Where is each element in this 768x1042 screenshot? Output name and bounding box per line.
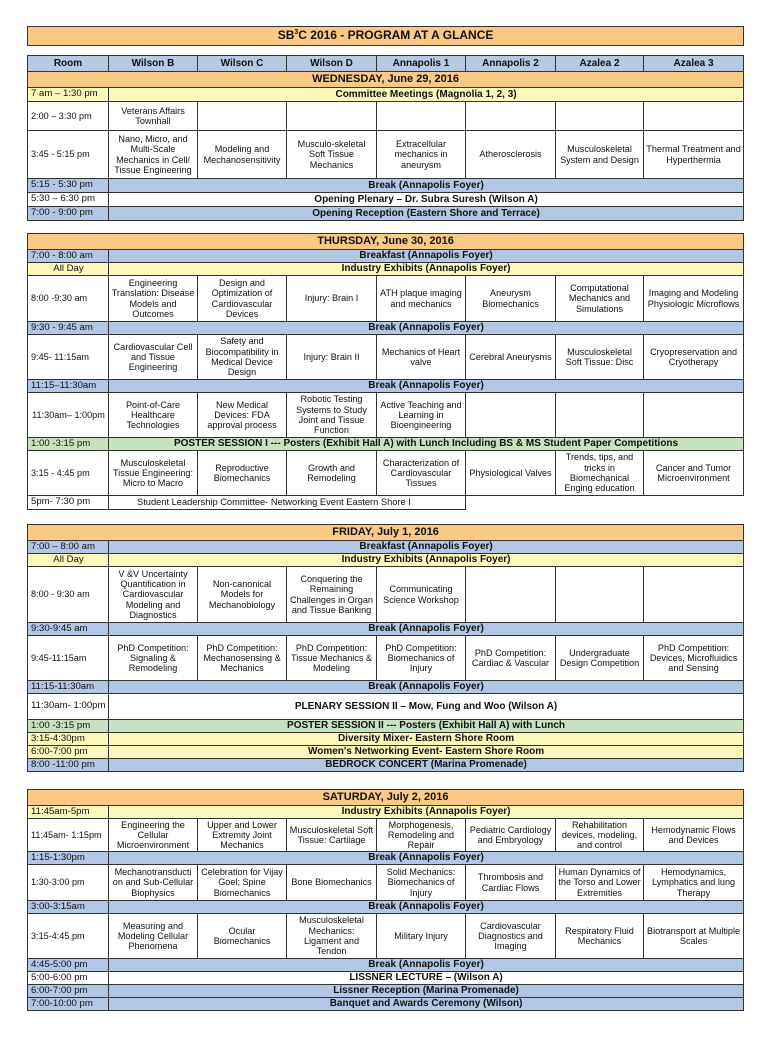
session-cell: New Medical Devices: FDA approval process [198, 393, 287, 438]
time-cell: 8:00 -11:00 pm [28, 759, 109, 772]
event-cell: Break (Annapolis Foyer) [109, 852, 744, 865]
event-cell: Break (Annapolis Foyer) [109, 179, 744, 193]
session-cell: Mechanotransducti on and Sub-Cellular Biophysics [109, 865, 198, 901]
time-cell: 1:30-3:00 pm [28, 865, 109, 901]
session-cell: Celebration for Vijay Goel; Spine Biomechanics [198, 865, 287, 901]
time-cell: 1:15-1:30pm [28, 852, 109, 865]
event-cell: POSTER SESSION II --- Posters (Exhibit Hall A) with Lunch [109, 720, 744, 733]
event-cell: Breakfast (Annapolis Foyer) [109, 541, 744, 554]
session-cell: Imaging and Modeling Physiologic Microflows [644, 276, 744, 322]
time-cell: 1:00 -3:15 pm [28, 438, 109, 451]
session-cell: Veterans Affairs Townhall [109, 102, 198, 131]
session-cell: Cancer and Tumor Microenvironment [644, 451, 744, 496]
session-cell: PhD Competition: Signaling & Remodeling [109, 636, 198, 681]
event-cell: Breakfast (Annapolis Foyer) [109, 250, 744, 263]
schedule-row [28, 88, 744, 102]
time-cell: 8:00 - 9:30 am [28, 567, 109, 623]
session-cell: Engineering Translation: Disease Models and Outcomes [109, 276, 198, 322]
schedule-row [28, 102, 744, 131]
day-header [28, 525, 744, 541]
schedule-row [28, 694, 744, 720]
session-cell: Musculoskeletal System and Design [556, 131, 644, 179]
time-cell: 7:00 - 8:00 am [28, 250, 109, 263]
session-cell: Musculo-skeletal Soft Tissue Mechanics [287, 131, 377, 179]
column-header: Wilson C [198, 56, 287, 72]
time-cell: 3:15-4:45 pm [28, 914, 109, 959]
schedule-row [28, 193, 744, 207]
schedule-row [28, 759, 744, 772]
session-cell: Engineering the Cellular Microenvironment [109, 819, 198, 852]
session-cell: Design and Optimization of Cardiovascular Devices [198, 276, 287, 322]
session-cell: ATH plaque imaging and mechanics [377, 276, 466, 322]
session-cell: Active Teaching and Learning in Bioengineering [377, 393, 466, 438]
session-cell: Upper and Lower Extremity Joint Mechanics [198, 819, 287, 852]
session-cell [377, 102, 466, 131]
title-row [28, 27, 744, 46]
event-cell: POSTER SESSION I --- Posters (Exhibit Hall A) with Lunch Including BS & MS Student Paper Competitions [109, 438, 744, 451]
session-cell: Measuring and Modeling Cellular Phenomena [109, 914, 198, 959]
column-header-row [28, 56, 744, 72]
event-cell: Opening Plenary – Dr. Subra Suresh (Wilson A) [109, 193, 744, 207]
session-cell: PhD Competition: Mechanosensing & Mechanics [198, 636, 287, 681]
session-cell: Human Dynamics of the Torso and Lower Extremities [556, 865, 644, 901]
session-cell: PhD Competition: Biomechanics of Injury [377, 636, 466, 681]
session-cell [466, 567, 556, 623]
session-cell: PhD Competition: Tissue Mechanics & Modeling [287, 636, 377, 681]
schedule-row [28, 865, 744, 901]
schedule-row [28, 746, 744, 759]
event-cell: Diversity Mixer- Eastern Shore Room [109, 733, 744, 746]
session-cell: Rehabilitation devices, modeling, and control [556, 819, 644, 852]
schedule-row [28, 554, 744, 567]
session-cell [644, 567, 744, 623]
event-cell: Break (Annapolis Foyer) [109, 681, 744, 694]
session-cell: PhD Competition: Cardiac & Vascular [466, 636, 556, 681]
schedule-row [28, 914, 744, 959]
time-cell: 3:15 - 4:45 pm [28, 451, 109, 496]
session-cell [198, 102, 287, 131]
schedule-row [28, 681, 744, 694]
schedule-row [28, 623, 744, 636]
schedule-row [28, 380, 744, 393]
schedule-row [28, 998, 744, 1011]
session-cell: Hemodynamics, Lymphatics and lung Therapy [644, 865, 744, 901]
time-cell: 8:00 -9:30 am [28, 276, 109, 322]
session-cell: Bone Biomechanics [287, 865, 377, 901]
page-title: $SB^3C$ 2016 - PROGRAM AT A GLANCE [28, 27, 744, 46]
session-cell: Point-of-Care Healthcare Technologies [109, 393, 198, 438]
session-cell: Computational Mechanics and Simulations [556, 276, 644, 322]
session-cell: Thrombosis and Cardiac Flows [466, 865, 556, 901]
session-cell: Physiological Valves [466, 451, 556, 496]
session-cell: Injury: Brain I [287, 276, 377, 322]
schedule-row [28, 901, 744, 914]
time-cell: 5:00-6:00 pm [28, 972, 109, 985]
session-cell: Injury: Brain II [287, 335, 377, 380]
session-cell [644, 393, 744, 438]
time-cell: 11:45am-5pm [28, 806, 109, 819]
column-header: Wilson D [287, 56, 377, 72]
schedule-row [28, 263, 744, 276]
session-cell: Undergraduate Design Competition [556, 636, 644, 681]
session-cell: Solid Mechanics: Biomechanics of Injury [377, 865, 466, 901]
column-header: Azalea 3 [644, 56, 744, 72]
time-cell: 3:45 - 5:15 pm [28, 131, 109, 179]
session-cell: Ocular Biomechanics [198, 914, 287, 959]
event-cell: PLENARY SESSION II – Mow, Fung and Woo (Wilson A) [109, 694, 744, 720]
session-cell: Military Injury [377, 914, 466, 959]
session-cell: Growth and Remodeling [287, 451, 377, 496]
time-cell: 5:15 - 5:30 pm [28, 179, 109, 193]
time-cell: 11:30am– 1:00pm [28, 393, 109, 438]
time-cell: 2:00 – 3:30 pm [28, 102, 109, 131]
event-cell: Opening Reception (Eastern Shore and Terrace) [109, 207, 744, 221]
schedule-row [28, 972, 744, 985]
session-cell: Musculoskeletal Soft Tissue: Disc [556, 335, 644, 380]
day-title: WEDNESDAY, June 29, 2016 [28, 72, 744, 88]
session-cell: Modeling and Mechanosensitivity [198, 131, 287, 179]
time-cell: 7:00 – 8:00 am [28, 541, 109, 554]
event-cell: Break (Annapolis Foyer) [109, 901, 744, 914]
schedule-row [28, 567, 744, 623]
session-cell [466, 393, 556, 438]
event-cell: Industry Exhibits (Annapolis Foyer) [109, 806, 744, 819]
schedule-row [28, 496, 744, 510]
event-cell: Industry Exhibits (Annapolis Foyer) [109, 554, 744, 567]
session-cell: Trends, tips, and tricks in Biomechanical Enging education [556, 451, 644, 496]
time-cell: 7 am – 1:30 pm [28, 88, 109, 102]
event-cell: Lissner Reception (Marina Promenade) [109, 985, 744, 998]
session-cell: Reproductive Biomechanics [198, 451, 287, 496]
schedule-row [28, 131, 744, 179]
session-cell: Morphogenesis, Remodeling and Repair [377, 819, 466, 852]
session-cell: Characterization of Cardiovascular Tissues [377, 451, 466, 496]
day-header [28, 790, 744, 806]
time-cell: 6:00-7:00 pm [28, 746, 109, 759]
session-cell [556, 567, 644, 623]
session-cell [556, 393, 644, 438]
time-cell: 4:45-5:00 pm [28, 959, 109, 972]
time-cell: 9:45-11:15am [28, 636, 109, 681]
column-header: Azalea 2 [556, 56, 644, 72]
session-cell: Biotransport at Multiple Scales [644, 914, 744, 959]
day-header [28, 72, 744, 88]
program-table [27, 26, 744, 1011]
schedule-row [28, 393, 744, 438]
session-cell: Hemodynamic Flows and Devices [644, 819, 744, 852]
schedule-row [28, 207, 744, 221]
event-cell: Banquet and Awards Ceremony (Wilson) [109, 998, 744, 1011]
event-cell: Committee Meetings (Magnolia 1, 2, 3) [109, 88, 744, 102]
session-cell: Nano, Micro, and Multi-Scale Mechanics in Cell/ Tissue Engineering [109, 131, 198, 179]
session-cell: Robotic Testing Systems to Study Joint and Tissue Function [287, 393, 377, 438]
day-title: THURSDAY, June 30, 2016 [28, 234, 744, 250]
time-cell: 11:15–11:30am [28, 380, 109, 393]
schedule-row [28, 179, 744, 193]
time-cell: 11:45am- 1:15pm [28, 819, 109, 852]
schedule-row [28, 985, 744, 998]
session-cell: Communicating Science Workshop [377, 567, 466, 623]
schedule-row [28, 852, 744, 865]
session-cell: Musculoskeletal Soft Tissue: Cartilage [287, 819, 377, 852]
schedule-row [28, 276, 744, 322]
schedule-row [28, 819, 744, 852]
session-cell: Musculoskeletal Tissue Engineering: Micro to Macro [109, 451, 198, 496]
column-header: Room [28, 56, 109, 72]
event-cell: LISSNER LECTURE – (Wilson A) [109, 972, 744, 985]
session-cell: Conquering the Remaining Challenges in Organ and Tissue Banking [287, 567, 377, 623]
schedule-row [28, 806, 744, 819]
event-cell: Women's Networking Event- Eastern Shore Room [109, 746, 744, 759]
session-cell: Musculoskeletal Mechanics: Ligament and Tendon [287, 914, 377, 959]
session-cell: Safety and Biocompatibility in Medical Device Design [198, 335, 287, 380]
session-cell: Pediatric Cardiology and Embryology [466, 819, 556, 852]
time-cell: 11:30am- 1:00pm [28, 694, 109, 720]
schedule-row [28, 636, 744, 681]
schedule-row [28, 438, 744, 451]
event-cell: BEDROCK CONCERT (Marina Promenade) [109, 759, 744, 772]
session-cell: Respiratory Fluid Mechanics [556, 914, 644, 959]
session-cell: Cryopreservation and Cryotherapy [644, 335, 744, 380]
schedule-row [28, 733, 744, 746]
time-cell: 5:30 – 6:30 pm [28, 193, 109, 207]
time-cell: All Day [28, 554, 109, 567]
event-cell: Break (Annapolis Foyer) [109, 322, 744, 335]
time-cell: 9:45- 11:15am [28, 335, 109, 380]
session-cell: V &V Uncertainty Quantification in Cardiovascular Modeling and Diagnostics [109, 567, 198, 623]
time-cell: 6:00-7:00 pm [28, 985, 109, 998]
session-cell: Cardiovascular Cell and Tissue Engineering [109, 335, 198, 380]
time-cell: 5pm- 7:30 pm [28, 496, 109, 510]
schedule-row [28, 322, 744, 335]
session-cell: Aneurysm Biomechanics [466, 276, 556, 322]
event-cell: Break (Annapolis Foyer) [109, 623, 744, 636]
session-cell: Extracellular mechanics in aneurysm [377, 131, 466, 179]
time-cell: 11:15-11:30am [28, 681, 109, 694]
session-cell: PhD Competition: Devices, Microfluidics and Sensing [644, 636, 744, 681]
session-cell: Cardiovascular Diagnostics and Imaging [466, 914, 556, 959]
session-cell [644, 102, 744, 131]
session-cell [466, 102, 556, 131]
event-cell: Industry Exhibits (Annapolis Foyer) [109, 263, 744, 276]
schedule-row [28, 720, 744, 733]
time-cell: 3:15-4:30pm [28, 733, 109, 746]
schedule-row [28, 451, 744, 496]
day-title: SATURDAY, July 2, 2016 [28, 790, 744, 806]
schedule-row [28, 250, 744, 263]
time-cell: 3:00-3:15am [28, 901, 109, 914]
session-cell [287, 102, 377, 131]
session-cell: Atherosclerosis [466, 131, 556, 179]
time-cell: 9:30-9:45 am [28, 623, 109, 636]
schedule-row [28, 541, 744, 554]
column-header: Annapolis 1 [377, 56, 466, 72]
time-cell: 7:00 - 9:00 pm [28, 207, 109, 221]
event-cell: Break (Annapolis Foyer) [109, 380, 744, 393]
time-cell: 9:30 - 9:45 am [28, 322, 109, 335]
session-cell: Non-canonical Models for Mechanobiology [198, 567, 287, 623]
column-header: Wilson B [109, 56, 198, 72]
session-cell: Cerebral Aneurysms [466, 335, 556, 380]
event-cell: Student Leadership Committee- Networking Event Eastern Shore I [109, 496, 466, 510]
time-cell: 1:00 -3:15 pm [28, 720, 109, 733]
day-title: FRIDAY, July 1, 2016 [28, 525, 744, 541]
event-cell: Break (Annapolis Foyer) [109, 959, 744, 972]
column-header: Annapolis 2 [466, 56, 556, 72]
session-cell [556, 102, 644, 131]
session-cell: Thermal Treatment and Hyperthermia [644, 131, 744, 179]
session-cell: Mechanics of Heart valve [377, 335, 466, 380]
schedule-row [28, 959, 744, 972]
time-cell: All Day [28, 263, 109, 276]
day-header [28, 234, 744, 250]
time-cell: 7:00-10:00 pm [28, 998, 109, 1011]
schedule-row [28, 335, 744, 380]
